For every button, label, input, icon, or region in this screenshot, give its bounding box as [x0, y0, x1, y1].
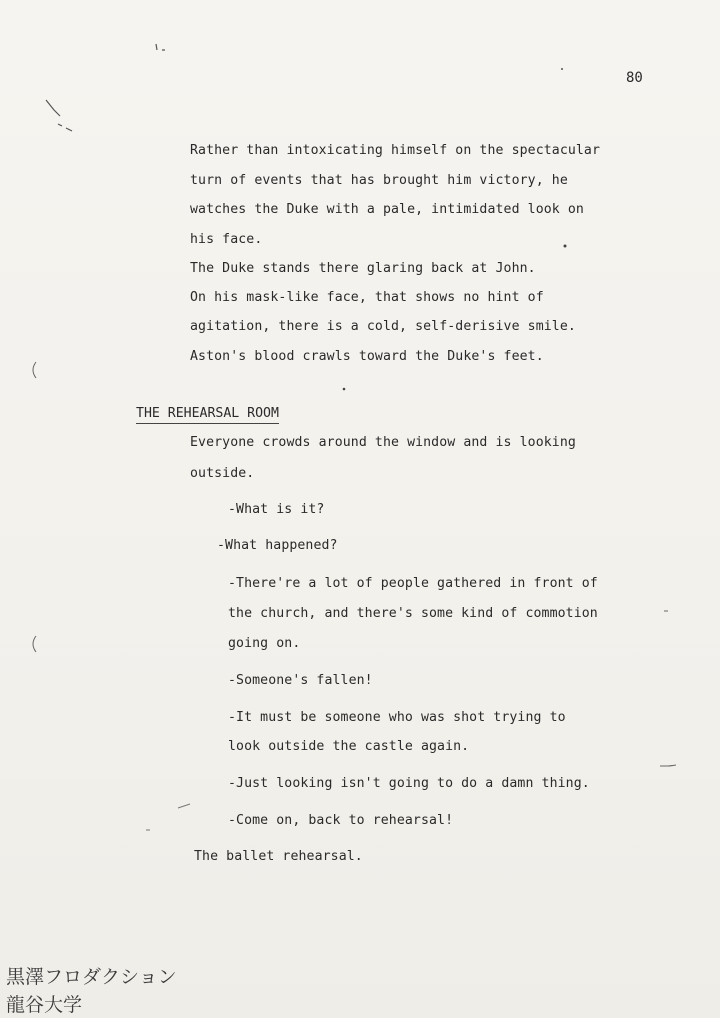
dialogue-line: -There're a lot of people gathered in front of — [228, 576, 598, 591]
dialogue-line: -It must be someone who was shot trying to — [228, 710, 566, 725]
paragraph-line: Aston's blood crawls toward the Duke's feet. — [190, 349, 544, 364]
paragraph-line: Everyone crowds around the window and is looking — [190, 435, 576, 450]
dialogue-line: -Come on, back to rehearsal! — [228, 813, 454, 828]
dialogue-line: -What happened? — [217, 538, 338, 553]
paragraph-line: The Duke stands there glaring back at John. — [190, 261, 536, 276]
dialogue-line: -Someone's fallen! — [228, 673, 373, 688]
dialogue-line: going on. — [228, 636, 301, 651]
paragraph-line: On his mask-like face, that shows no hint of — [190, 290, 544, 305]
scene-heading: THE REHEARSAL ROOM — [136, 406, 279, 424]
watermark-line-2: 龍谷大学 — [6, 994, 83, 1016]
paragraph-line: agitation, there is a cold, self-derisive smile. — [190, 319, 576, 334]
paragraph-line: outside. — [190, 466, 255, 481]
paragraph-line: his face. — [190, 232, 263, 247]
dialogue-line: -Just looking isn't going to do a damn thing. — [228, 776, 590, 791]
dialogue-line: -What is it? — [228, 502, 325, 517]
closing-line: The ballet rehearsal. — [194, 849, 363, 864]
dialogue-line: the church, and there's some kind of commotion — [228, 606, 598, 621]
dialogue-line: look outside the castle again. — [228, 739, 470, 754]
paragraph-line: Rather than intoxicating himself on the spectacular — [190, 143, 601, 158]
paragraph-line: watches the Duke with a pale, intimidated look on — [190, 202, 584, 217]
watermark-line-1: 黒澤フロダクション — [6, 966, 177, 988]
page-number: 80 — [626, 70, 643, 86]
paragraph-line: turn of events that has brought him victory, he — [190, 173, 568, 188]
